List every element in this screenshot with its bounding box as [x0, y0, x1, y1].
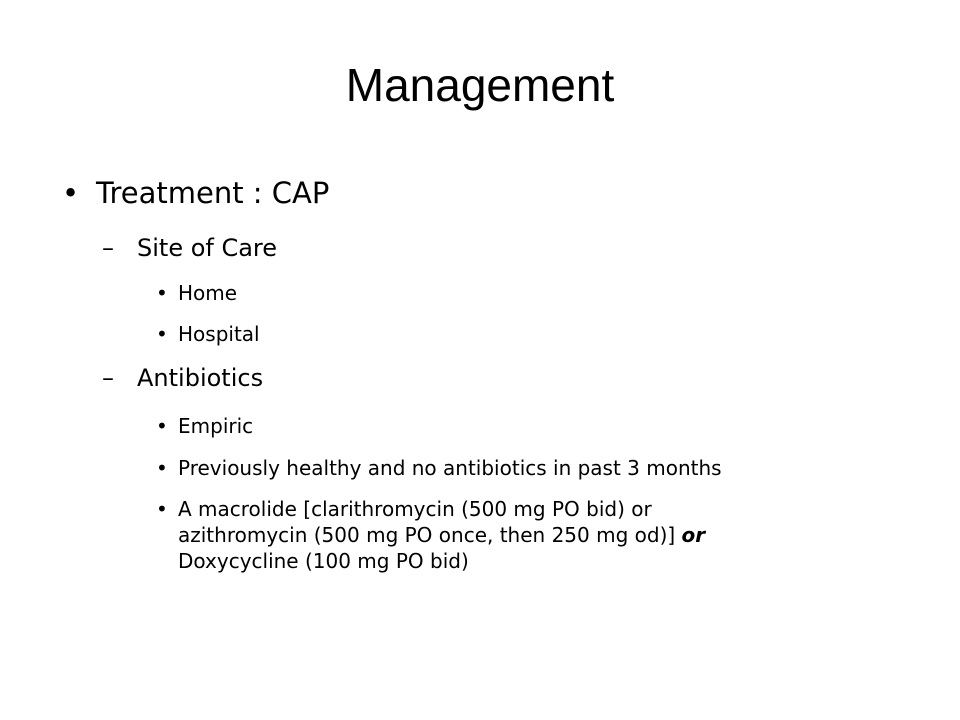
bullet-site-of-care — [102, 234, 278, 262]
dash-marker: – — [102, 234, 114, 262]
dash-marker: – — [102, 364, 114, 392]
bullet-marker: • — [62, 176, 80, 210]
regimen-line-3: Doxycycline (100 mg PO bid) — [178, 549, 469, 573]
bullet-treatment-cap — [62, 176, 330, 210]
bullet-text: Hospital — [178, 322, 260, 346]
bullet-marker: • — [156, 281, 168, 305]
bullet-empiric — [156, 413, 254, 439]
bullet-text: Treatment : CAP — [96, 176, 330, 210]
bullet-home — [156, 280, 238, 306]
bullet-marker: • — [156, 414, 168, 438]
bullet-antibiotics — [102, 364, 264, 392]
bullet-text: Empiric — [178, 414, 254, 438]
bullet-hospital — [156, 321, 260, 347]
slide-title: Management — [345, 59, 615, 111]
regimen-line-2-text: azithromycin (500 mg PO once, then 250 mg od)] — [178, 523, 676, 547]
bullet-marker: • — [156, 456, 168, 480]
regimen-line-2 — [178, 522, 705, 548]
bullet-text: Previously healthy and no antibiotics in past 3 months — [178, 456, 722, 480]
bullet-marker: • — [156, 497, 168, 521]
bullet-text: Home — [178, 281, 238, 305]
bullet-marker: • — [156, 322, 168, 346]
bullet-text: Antibiotics — [137, 364, 264, 392]
bullet-macrolide-regimen — [156, 496, 706, 574]
regimen-line-1: A macrolide [clarithromycin (500 mg PO bid) or — [178, 497, 652, 521]
regimen-or-emphasis: or — [681, 523, 706, 547]
bullet-previously-healthy — [156, 455, 722, 481]
bullet-text: Site of Care — [137, 234, 278, 262]
